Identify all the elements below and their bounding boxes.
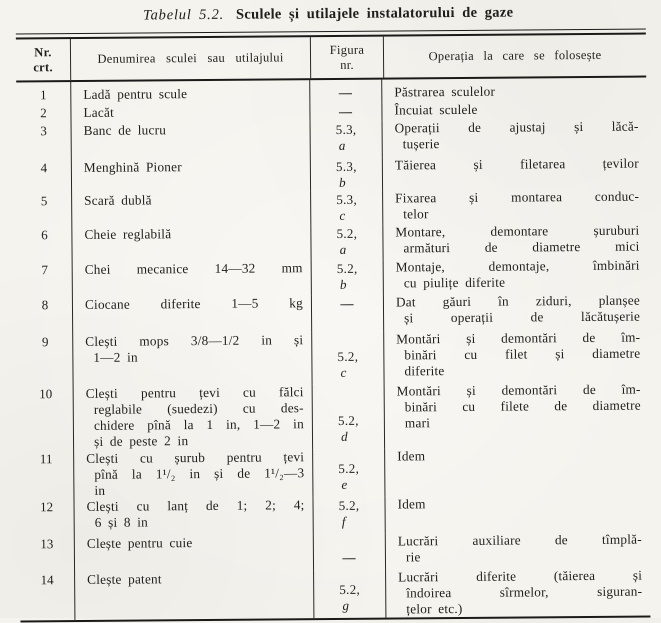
figure-ref-cell (310, 80, 382, 104)
operation (398, 532, 642, 566)
operation-cell (386, 531, 650, 569)
col-header-nr: Nr. crt. (16, 39, 71, 80)
operation-cell (384, 258, 648, 295)
tool-name-cell (72, 191, 311, 227)
table-row (17, 189, 647, 228)
text-line: Păstrarea sculelor (394, 83, 496, 100)
text-line: Montare, demontare șuruburi (395, 222, 640, 240)
figure-letter: g (342, 597, 350, 613)
text-line: Montări și demontări de îm- (396, 381, 641, 399)
table-number-label: Tabelul 5.2. (143, 6, 225, 24)
figure-ref-cell (313, 497, 385, 535)
text-line: mari (404, 415, 431, 431)
figure-number: 5.2, (336, 260, 358, 276)
text-line: îndoirea sîrmelor, siguran- (406, 583, 643, 601)
tool-name-cell (73, 332, 312, 386)
text-line: Menghină Pioner (83, 159, 182, 175)
table-row (20, 567, 650, 620)
figure-ref-cell (311, 121, 383, 159)
operation (397, 495, 641, 513)
operation (395, 189, 639, 223)
text-line: Lacăt (83, 104, 115, 120)
figure-number: 5.3, (336, 191, 358, 207)
figure-ref-cell (311, 158, 383, 192)
operation-cell (386, 567, 650, 617)
tool-name-cell (71, 103, 310, 123)
tool-name (84, 191, 302, 209)
table-body (16, 78, 650, 623)
figure-ref (336, 226, 357, 258)
operation (396, 293, 640, 327)
tool-name (87, 570, 305, 588)
text-line: reglabile (suedezi) cu des- (93, 400, 304, 417)
row-number: 12 (19, 499, 74, 536)
operation-cell (382, 101, 646, 121)
text-line: Clește patent (87, 571, 162, 587)
operation (395, 156, 639, 174)
row-number: 7 (18, 262, 73, 297)
operation (397, 382, 641, 432)
text-line: tușerie (402, 136, 440, 152)
operation (395, 223, 639, 257)
table-row (18, 330, 648, 387)
table-header-row (16, 35, 646, 83)
text-line: 1—2 in (93, 349, 138, 365)
figure-ref-cell (312, 295, 384, 333)
figure-ref-cell (311, 191, 383, 226)
operation-cell (384, 330, 648, 384)
row-number: 10 (19, 386, 75, 451)
tool-name-cell (75, 534, 314, 572)
figure-number: 5.2, (338, 460, 360, 476)
figure-number: 5.3, (335, 158, 357, 174)
row-number: 3 (17, 123, 72, 160)
tool-name-cell (71, 80, 310, 105)
tool-name (84, 225, 302, 243)
figure-ref (337, 261, 358, 293)
text-line: chidere pînă la 1 in, 1—2 in (93, 416, 304, 433)
figure-letter: b (339, 276, 347, 292)
operation-cell (383, 156, 647, 191)
text-line: rie (405, 549, 421, 565)
text-line: in (94, 482, 106, 498)
figure-ref-cell (312, 332, 384, 385)
row-number: 1 (16, 82, 71, 105)
operation-cell (383, 189, 647, 225)
figure-letter: e (341, 476, 348, 492)
figure-ref (338, 413, 359, 445)
figure-ref (336, 159, 357, 191)
text-line: țelor etc.) (406, 600, 463, 617)
tool-name (84, 158, 302, 176)
text-line: și operații de lăcătușerie (404, 308, 641, 326)
operation-cell (383, 223, 647, 260)
text-line: telor (403, 206, 429, 222)
operation (395, 119, 639, 153)
figure-ref (336, 192, 357, 224)
text-line: Cheie reglabilă (84, 226, 172, 242)
figure-letter: a (338, 137, 346, 153)
tool-name (85, 260, 303, 278)
row-number: 14 (20, 572, 75, 620)
table-row (17, 119, 647, 161)
no-figure-dash: — (340, 295, 355, 311)
text-line: Banc de lucru (83, 122, 167, 138)
text-line: cu piulițe diferite (403, 274, 506, 291)
text-line: Montări și demontări de îm- (396, 329, 641, 347)
figure-ref-cell (311, 225, 383, 261)
text-line: Tăierea și filetarea țevilor (394, 155, 639, 173)
table-row (17, 156, 647, 194)
row-number: 9 (18, 334, 73, 386)
figure-ref (338, 461, 359, 493)
col-header-name: Denumirea sculei sau utilajului (71, 37, 311, 80)
tool-name-cell (73, 295, 312, 334)
text-line: Scară dublă (84, 192, 152, 208)
operation-cell (383, 119, 647, 158)
figure-ref (337, 349, 358, 381)
tool-name (86, 497, 304, 531)
tool-name-cell (72, 158, 311, 193)
text-line: Clește pentru cuie (86, 535, 193, 551)
text-line: pînă la 1¹/₂ in și de 1¹/₂—3 (94, 465, 305, 482)
tool-name-cell (74, 497, 313, 536)
text-line: Clești cu șurub pentru țevi (86, 449, 305, 466)
row-number: 6 (17, 227, 72, 262)
operation (394, 83, 638, 101)
no-figure-dash: — (338, 84, 353, 100)
figure-ref-cell (314, 570, 386, 619)
tool-name (86, 384, 304, 450)
table-title (0, 3, 659, 25)
row-number: 8 (18, 297, 73, 334)
text-line: binări cu filete de diametre (404, 397, 641, 415)
text-line: Montaje, demontaje, îmbinări (395, 257, 640, 275)
figure-letter: c (340, 364, 347, 380)
figure-number: 5.2, (337, 348, 359, 364)
tool-name-cell (75, 570, 314, 620)
operation (394, 101, 638, 119)
figure-ref-cell (312, 260, 384, 296)
tool-name (83, 85, 301, 103)
no-figure-dash: — (338, 103, 354, 119)
tool-name (86, 449, 304, 499)
tool-name-cell (73, 260, 312, 297)
figure-letter: a (339, 241, 347, 257)
tool-name (85, 332, 303, 366)
row-number: 2 (16, 105, 71, 123)
tool-name (87, 534, 305, 552)
figure-letter: f (341, 513, 346, 529)
tool-name (83, 103, 301, 121)
figure-ref (336, 122, 357, 154)
figure-ref (339, 498, 360, 530)
figure-letter: d (341, 428, 348, 444)
figure-ref (339, 582, 360, 614)
text-line: 6 și 8 in (94, 514, 149, 530)
text-line: Încuiat sculele (394, 101, 478, 118)
operation-cell (385, 447, 649, 497)
text-line: armături de diametre mici (403, 238, 640, 256)
tool-name (84, 121, 302, 139)
table-row (20, 531, 650, 572)
figure-ref-cell (313, 449, 385, 498)
row-number: 11 (19, 451, 74, 499)
text-line: Idem (397, 448, 426, 464)
tool-name (85, 295, 303, 313)
table-row (19, 382, 649, 452)
text-line: și de peste 2 in (93, 433, 189, 449)
figure-number: 5.2, (339, 581, 361, 597)
col-header-figure: Figura nr. (311, 37, 384, 79)
text-line: Idem (397, 496, 426, 512)
table-title-text: Sculele și utilajele instalatorului de gaze (235, 4, 514, 23)
text-line: Clești mops 3/8—1/2 in și (85, 332, 304, 349)
operation (397, 447, 641, 465)
figure-ref-cell (310, 103, 382, 122)
tools-table (16, 29, 651, 623)
figure-number: 5.2, (337, 412, 359, 428)
operation-cell (385, 382, 650, 449)
text-line: binări cu filet și diametre (404, 345, 641, 363)
row-number: 13 (20, 536, 75, 572)
no-figure-dash: — (342, 549, 357, 565)
tool-name-cell (72, 121, 311, 160)
text-line: Lucrări auxiliare de tîmplă- (397, 531, 642, 549)
figure-ref-cell (313, 384, 386, 450)
tool-name-cell (72, 225, 311, 262)
col-header-operation: Operația la care se folosește (428, 47, 602, 64)
text-line: diferite (404, 363, 445, 379)
tool-name-cell (74, 449, 313, 499)
table-row (19, 447, 649, 500)
operation (398, 568, 642, 618)
text-line: Ladă pentru scule (83, 86, 188, 102)
text-line: Operații de ajustaj și lăcă- (394, 118, 639, 136)
text-line: Fixarea și montarea conduc- (395, 188, 640, 206)
text-line: Dat găuri în ziduri, planșee (395, 292, 640, 310)
figure-number: 5.3, (335, 121, 357, 137)
text-line: Clești cu lanț de 1; 2; 4; (86, 497, 305, 514)
row-number: 5 (17, 193, 72, 227)
figure-letter: c (339, 207, 346, 223)
operation-cell (385, 495, 649, 534)
figure-number: 5.2, (336, 225, 358, 241)
table-row (19, 495, 649, 537)
table-row (17, 223, 647, 263)
operation (396, 330, 640, 380)
figure-ref-cell (314, 534, 386, 571)
figure-letter: b (339, 174, 346, 190)
operation-cell (382, 78, 646, 103)
row-number: 4 (17, 160, 72, 193)
text-line: Chei mecanice 14—32 mm (84, 260, 303, 277)
tool-name-cell (74, 384, 314, 451)
operation-cell (384, 293, 648, 332)
table-row (18, 258, 648, 298)
text-line: Clești pentru țevi cu fălci (85, 384, 304, 401)
table-row (18, 293, 648, 335)
operation (396, 258, 640, 292)
text-line: Lucrări diferite (tăierea și (398, 567, 643, 585)
figure-number: 5.2, (338, 497, 360, 513)
text-line: Ciocane diferite 1—5 kg (84, 295, 304, 312)
